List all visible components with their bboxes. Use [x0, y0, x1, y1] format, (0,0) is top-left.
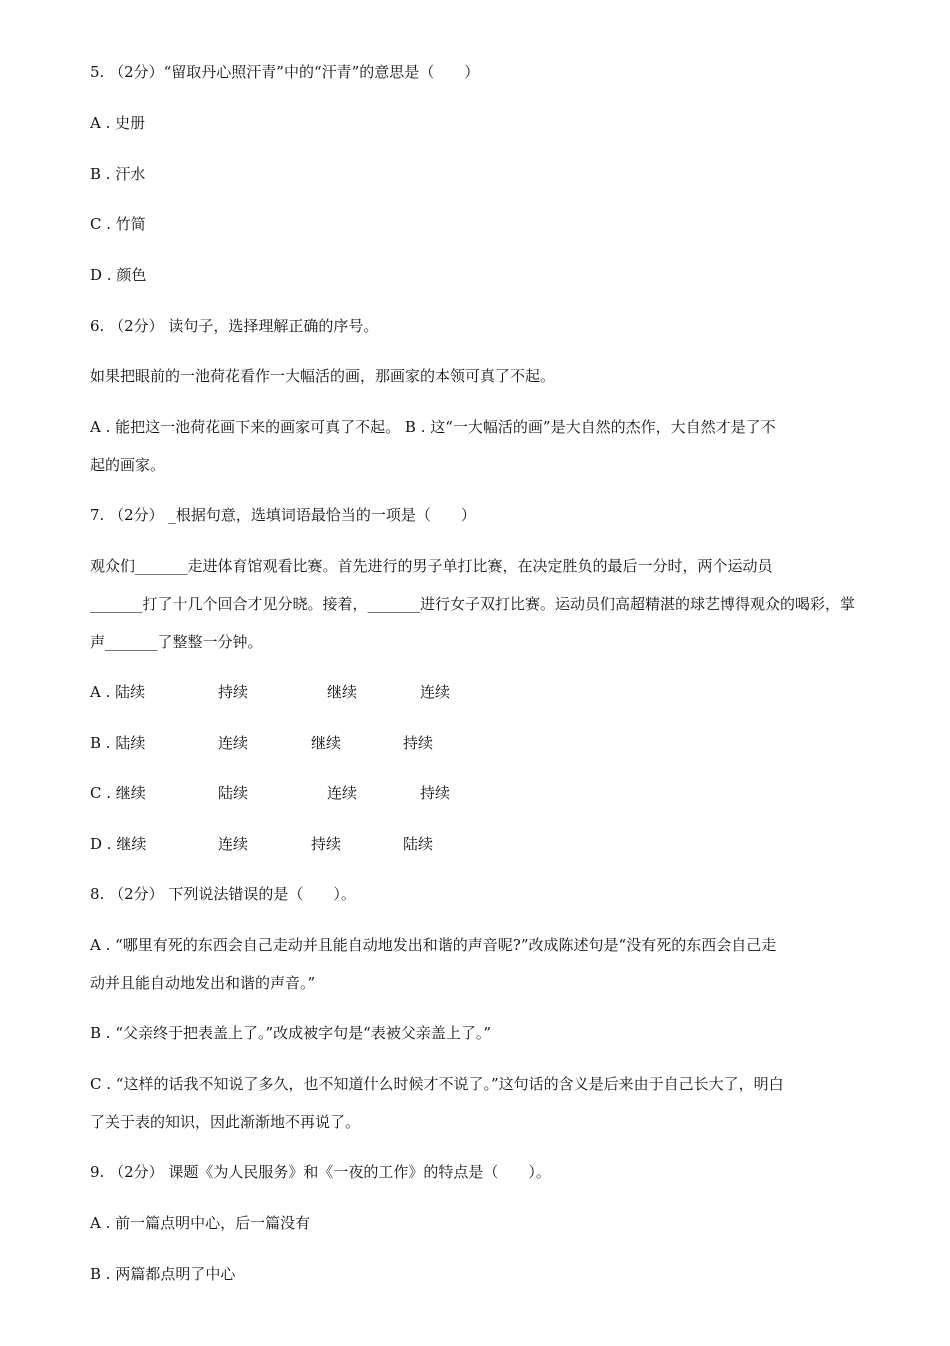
q5-stem: 5. （2分）“留取丹心照汗青”中的“汗青”的意思是（ ） [90, 63, 480, 81]
q7-option-a-label: A . 陆续 [90, 683, 146, 701]
q7-option-b-word3: 继续 [311, 734, 342, 752]
q8-option-c-line2: 了关于表的知识，因此渐渐地不再说了。 [90, 1113, 361, 1131]
q7-option-a-word4: 连续 [420, 683, 451, 701]
q7-option-a-word2: 持续 [218, 683, 249, 701]
q5-option-a: A . 史册 [90, 114, 146, 132]
q7-option-c-word4: 持续 [420, 784, 451, 802]
q6-sentence: 如果把眼前的一池荷花看作一大幅活的画，那画家的本领可真了不起。 [90, 367, 556, 385]
q6-options-line2: 起的画家。 [90, 456, 166, 474]
q9-option-b: B . 两篇都点明了中心 [90, 1265, 236, 1283]
q5-option-b: B . 汗水 [90, 165, 146, 183]
q9-stem: 9. （2分） 课题《为人民服务》和《一夜的工作》的特点是（ ）。 [90, 1163, 551, 1181]
q9-option-a: A . 前一篇点明中心，后一篇没有 [90, 1214, 311, 1232]
q6-options-line1: A . 能把这一池荷花画下来的画家可真了不起。 B . 这“一大幅活的画”是大自然的杰作，大自然才是了不 [90, 418, 776, 436]
q8-stem: 8. （2分） 下列说法错误的是（ ）。 [90, 885, 356, 903]
q7-option-c-word2: 陆续 [218, 784, 249, 802]
q7-passage-line1: 观众们_______走进体育馆观看比赛。首先进行的男子单打比赛，在决定胜负的最后一分时，两个运动员 [90, 557, 773, 575]
q6-stem: 6. （2分） 读句子，选择理解正确的序号。 [90, 317, 379, 335]
q8-option-a-line1: A . “哪里有死的东西会自己走动并且能自动地发出和谐的声音呢?”改成陈述句是“没有死的东西会自己走 [90, 936, 777, 954]
q7-option-b-word2: 连续 [218, 734, 249, 752]
q7-option-d-word4: 陆续 [403, 835, 434, 853]
q7-option-a-word3: 继续 [327, 683, 358, 701]
q7-option-d-word3: 持续 [311, 835, 342, 853]
q7-option-b-word4: 持续 [403, 734, 434, 752]
q7-stem: 7. （2分） _根据句意，选填词语最恰当的一项是（ ） [90, 506, 476, 524]
q7-passage-line3: 声_______了整整一分钟。 [90, 633, 263, 651]
q7-option-c-word3: 连续 [327, 784, 358, 802]
q7-passage-line2: _______打了十几个回合才见分晓。接着，_______进行女子双打比赛。运动员们高超精湛的球艺博得观众的喝彩，掌 [90, 595, 856, 613]
q5-option-d: D . 颜色 [90, 266, 147, 284]
q7-option-d-word2: 连续 [218, 835, 249, 853]
q7-option-c-label: C . 继续 [90, 784, 146, 802]
q8-option-c-line1: C . “这样的话我不知说了多久，也不知道什么时候才不说了。”这句话的含义是后来由于自己长大了，明白 [90, 1075, 784, 1093]
q8-option-a-line2: 动并且能自动地发出和谐的声音。” [90, 974, 316, 992]
q7-option-b-label: B . 陆续 [90, 734, 146, 752]
q7-option-d-label: D . 继续 [90, 835, 147, 853]
q5-option-c: C . 竹简 [90, 215, 146, 233]
q8-option-b: B . “父亲终于把表盖上了。”改成被字句是“表被父亲盖上了。” [90, 1024, 492, 1042]
